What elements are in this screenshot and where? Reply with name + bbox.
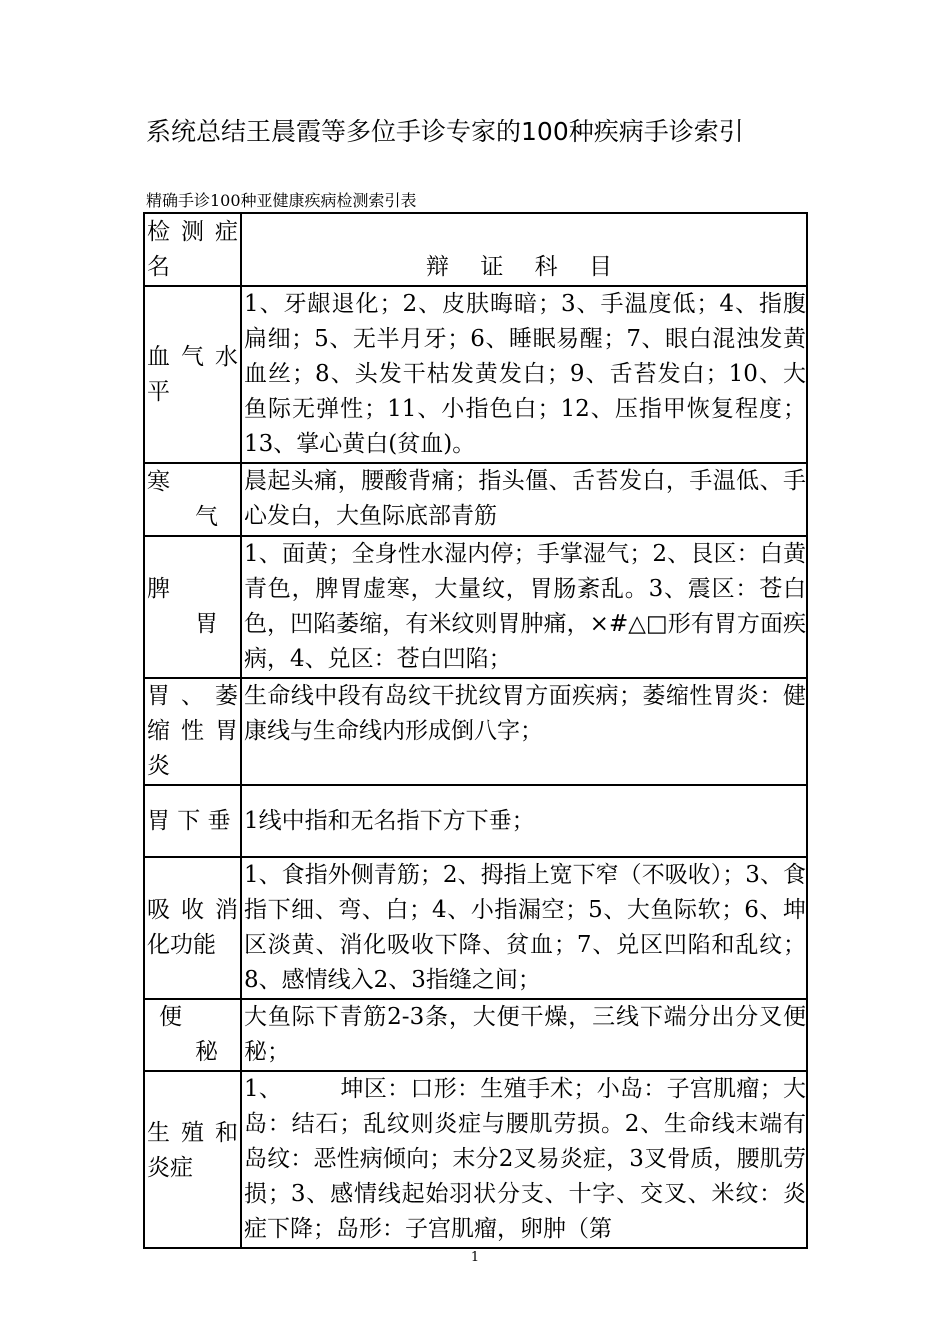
table-row <box>144 678 807 785</box>
page-number: 1 <box>470 1250 480 1265</box>
symptom-name-second-char: 气 <box>195 503 218 530</box>
header-symptom-name: 检测症名 <box>144 213 241 286</box>
row-diagnosis-text: 生命线中段有岛纹干扰纹胃方面疾病；萎缩性胃炎：健康线与生命线内形成倒八字； <box>241 678 807 785</box>
row-diagnosis-text: 晨起头痛，腰酸背痛；指头僵、舌苔发白，手温低、手心发白，大鱼际底部青筋 <box>241 463 807 536</box>
row-symptom-name: 胃 下 垂 <box>144 785 241 857</box>
row-symptom-name: 血气水平 <box>144 286 241 463</box>
row-symptom-name: 吸收消化功能 <box>144 857 241 999</box>
table-row <box>144 999 807 1071</box>
symptom-name-second-char: 胃 <box>195 611 218 637</box>
table-row <box>144 463 807 536</box>
table-caption: 精确手诊100种亚健康疾病检测索引表 <box>146 191 417 210</box>
diagnosis-index-table <box>143 212 808 1249</box>
row-symptom-name <box>144 463 241 536</box>
row-diagnosis-text: 1、 坤区：口形：生殖手术；小岛：子宫肌瘤；大岛：结石；乱纹则炎症与腰肌劳损。2、生命线末端有岛纹：恶性病倾向；末分2叉易炎症，3叉骨质，腰肌劳损；3、感情线起始羽状分支、十字、交叉、米纹：炎症下降；岛形：子宫肌瘤，卵肿（第 <box>241 1071 807 1248</box>
table-row <box>144 286 807 463</box>
document-title: 系统总结王晨霞等多位手诊专家的100种疾病手诊索引 <box>146 117 744 146</box>
row-symptom-name <box>144 536 241 678</box>
row-symptom-name: 生殖和炎症 <box>144 1071 241 1248</box>
table-row <box>144 857 807 999</box>
symptom-name-first-char: 寒 <box>147 468 170 495</box>
symptom-name-second-char: 秘 <box>195 1039 218 1065</box>
row-symptom-name <box>144 999 241 1071</box>
row-diagnosis-text: 大鱼际下青筋2-3条，大便干燥，三线下端分出分叉便秘； <box>241 999 807 1071</box>
table-row <box>144 1071 807 1248</box>
table-row <box>144 785 807 857</box>
symptom-name-first-char: 脾 <box>147 576 170 602</box>
header-diagnosis-subject: 辩 证 科 目 <box>241 213 807 286</box>
row-diagnosis-text: 1、牙龈退化；2、皮肤晦暗；3、手温度低；4、指腹扁细；5、无半月牙；6、睡眠易醒；7、眼白混浊发黄血丝；8、头发干枯发黄发白；9、舌苔发白；10、大鱼际无弹性；11、小指色白；12、压指甲恢复程度；13、掌心黄白(贫血)。 <box>241 286 807 463</box>
row-symptom-name: 胃、萎缩性胃炎 <box>144 678 241 785</box>
row-diagnosis-text: 1线中指和无名指下方下垂； <box>241 785 807 857</box>
table-header-row <box>144 213 807 286</box>
table-row <box>144 536 807 678</box>
symptom-name-first-char: 便 <box>159 1004 182 1030</box>
row-diagnosis-text: 1、面黄；全身性水湿内停；手掌湿气；2、艮区：白黄青色，脾胃虚寒，大量纹，胃肠紊乱。3、震区：苍白色，凹陷萎缩，有米纹则胃肿痛，×#△□形有胃方面疾病，4、兑区：苍白凹陷； <box>241 536 807 678</box>
row-diagnosis-text: 1、食指外侧青筋；2、拇指上宽下窄（不吸收）；3、食指下细、弯、白；4、小指漏空；5、大鱼际软；6、坤区淡黄、消化吸收下降、贫血；7、兑区凹陷和乱纹；8、感情线入2、3指缝之间； <box>241 857 807 999</box>
